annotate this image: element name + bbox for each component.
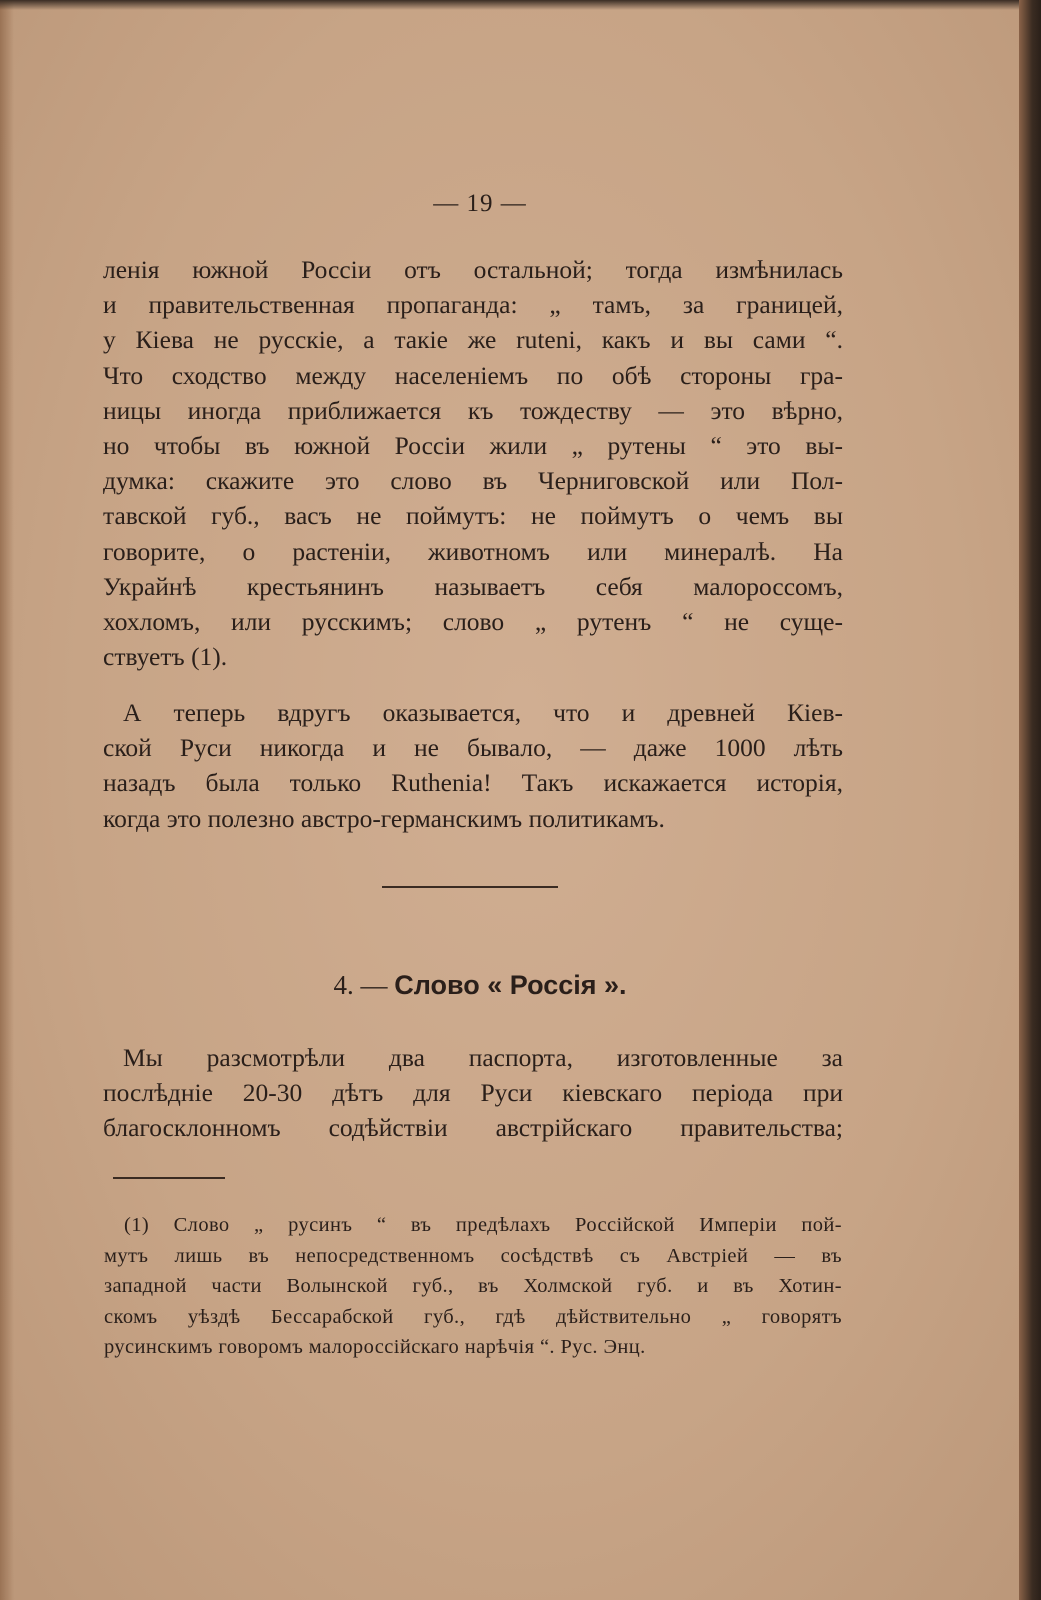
- footnote: [104, 1210, 842, 1363]
- section-heading: [0, 970, 960, 1001]
- text-line: но чтобы въ южной Россіи жили „ рутены “ это вы-: [103, 430, 843, 460]
- text-line: ской Руси никогда и не бывало, — даже 1000 лѣть: [103, 733, 843, 763]
- section-divider: [382, 886, 558, 888]
- paragraph-2: [103, 695, 843, 836]
- text-line: у Кіева не русскіе, а такіе же ruteni, какъ и вы сами “.: [103, 325, 843, 355]
- text-line: Что сходство между населеніемъ по обѣ стороны гра-: [103, 360, 843, 390]
- text-line: послѣдніе 20-30 дѣтъ для Руси кіевскаго періода при: [103, 1078, 843, 1108]
- text-line: ствуетъ (1).: [103, 642, 228, 672]
- paragraph-1: [103, 252, 843, 674]
- book-spine-edge: [1019, 0, 1041, 1600]
- footnote-line: скомъ уѣздѣ Бессарабской губ., гдѣ дѣйствительно „ говорятъ: [104, 1305, 842, 1328]
- text-line: ницы иногда приближается къ тождеству — это вѣрно,: [103, 395, 843, 425]
- footnote-line: (1) Слово „ русинъ “ въ предѣлахъ Россійской Имперіи пой-: [124, 1214, 842, 1236]
- text-line: Мы разсмотрѣли два паспорта, изготовленные за: [123, 1043, 843, 1072]
- footnote-divider: [113, 1177, 225, 1179]
- paragraph-3: [103, 1040, 843, 1146]
- text-line: хохломъ, или русскимъ; слово „ рутенъ “ не суще-: [103, 606, 843, 636]
- text-line: и правительственная пропаганда: „ тамъ, за границей,: [103, 290, 843, 320]
- page-top-edge: [0, 0, 1041, 10]
- text-line: думка: скажите это слово въ Черниговской или Пол-: [103, 466, 843, 496]
- page-left-edge: [0, 0, 14, 1600]
- text-line: говорите, о растеніи, животномъ или минералѣ. На: [103, 536, 843, 566]
- text-line: Украйнѣ крестьянинъ называетъ себя малороссомъ,: [103, 571, 843, 601]
- section-number: 4. —: [333, 970, 388, 1000]
- footnote-line: русинскимъ говоромъ малороссійскаго нарѣчія “. Рус. Энц.: [104, 1336, 646, 1358]
- text-line: ленія южной Россіи отъ остальной; тогда измѣнилась: [103, 255, 843, 284]
- footnote-line: западной части Волынской губ., въ Холмской губ. и въ Хотин-: [104, 1275, 842, 1297]
- text-line: тавской губ., васъ не поймутъ: не поймутъ о чемъ вы: [103, 501, 843, 531]
- text-line: А теперь вдругъ оказывается, что и древней Кiев-: [123, 698, 843, 727]
- footnote-line: мутъ лишь въ непосредственномъ сосѣдствѣ съ Австріей — въ: [104, 1244, 842, 1267]
- text-line: назадъ была только Ruthenia! Такъ искажается исторія,: [103, 768, 843, 798]
- page-number: — 19 —: [433, 190, 527, 217]
- text-line: благосклонномъ содѣйствіи австрійскаго правительства;: [103, 1113, 843, 1143]
- text-line: когда это полезно австро-германскимъ политикамъ.: [103, 803, 665, 833]
- section-title: Слово « Россія ».: [394, 970, 627, 1000]
